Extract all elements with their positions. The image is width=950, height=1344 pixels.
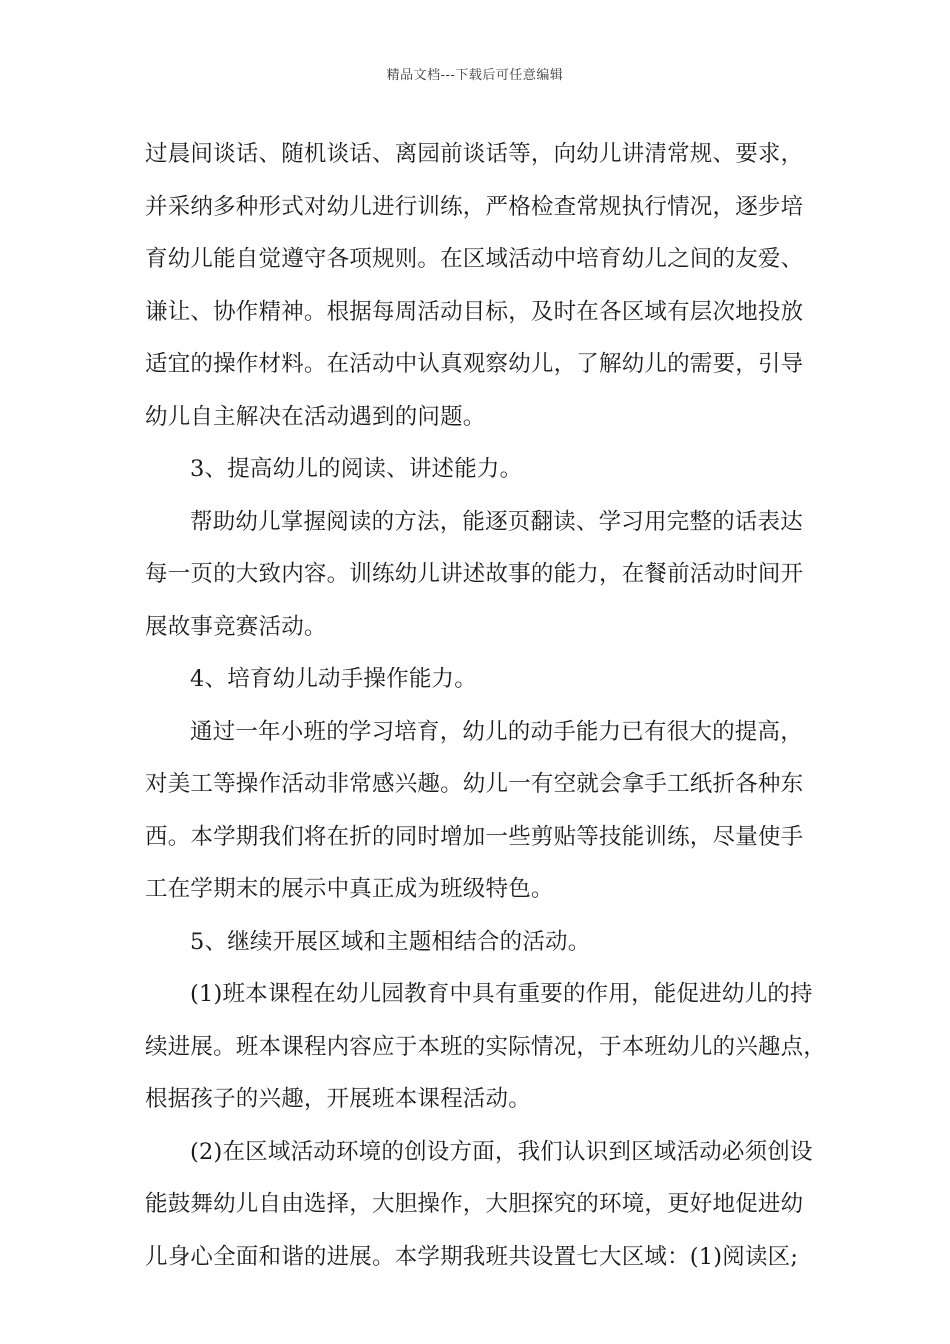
text-line: 育幼儿能自觉遵守各项规则。在区域活动中培育幼儿之间的友爱、 bbox=[145, 246, 804, 272]
text-line: 4、培育幼儿动手操作能力。 bbox=[190, 666, 477, 692]
text-line: 过晨间谈话、随机谈话、离园前谈话等，向幼儿讲清常规、要求， bbox=[145, 141, 804, 167]
text-line: 帮助幼儿掌握阅读的方法，能逐页翻读、学习用完整的话表达 bbox=[190, 508, 803, 535]
text-line: 西。本学期我们将在折的同时增加一些剪贴等技能训练，尽量使手 bbox=[145, 823, 804, 850]
text-line: 能鼓舞幼儿自由选择，大胆操作，大胆探究的环境，更好地促进幼 bbox=[145, 1191, 804, 1217]
text-line: 幼儿自主解决在活动遇到的问题。 bbox=[145, 403, 486, 430]
text-line: 展故事竞赛活动。 bbox=[145, 613, 327, 640]
text-line: (2)在区域活动环境的创设方面，我们认识到区域活动必须创设 bbox=[190, 1138, 813, 1165]
text-line: 3、提高幼儿的阅读、讲述能力。 bbox=[190, 456, 523, 482]
text-line: 谦让、协作精神。根据每周活动目标，及时在各区域有层次地投放 bbox=[145, 298, 804, 325]
text-line: 5、继续开展区域和主题相结合的活动。 bbox=[190, 928, 591, 955]
page-header: 精品文档---下载后可任意编辑 bbox=[386, 68, 564, 83]
text-line: 并采纳多种形式对幼儿进行训练，严格检查常规执行情况，逐步培 bbox=[145, 193, 804, 220]
text-line: 工在学期末的展示中真正成为班级特色。 bbox=[145, 876, 554, 902]
text-line: 每一页的大致内容。训练幼儿讲述故事的能力，在餐前活动时间开 bbox=[145, 561, 804, 587]
text-line: 通过一年小班的学习培育，幼儿的动手能力已有很大的提高， bbox=[190, 718, 803, 745]
text-line: 续进展。班本课程内容应于本班的实际情况，于本班幼儿的兴趣点， bbox=[145, 1033, 827, 1060]
document-body bbox=[145, 128, 825, 1283]
text-line: (1)班本课程在幼儿园教育中具有重要的作用，能促进幼儿的持 bbox=[190, 981, 813, 1007]
text-line: 儿身心全面和谐的进展。本学期我班共设置七大区域：(1)阅读区; bbox=[145, 1243, 799, 1270]
text-line: 适宜的操作材料。在活动中认真观察幼儿，了解幼儿的需要，引导 bbox=[145, 351, 804, 377]
text-line: 对美工等操作活动非常感兴趣。幼儿一有空就会拿手工纸折各种东 bbox=[145, 771, 804, 797]
text-line: 根据孩子的兴趣，开展班本课程活动。 bbox=[145, 1086, 531, 1112]
